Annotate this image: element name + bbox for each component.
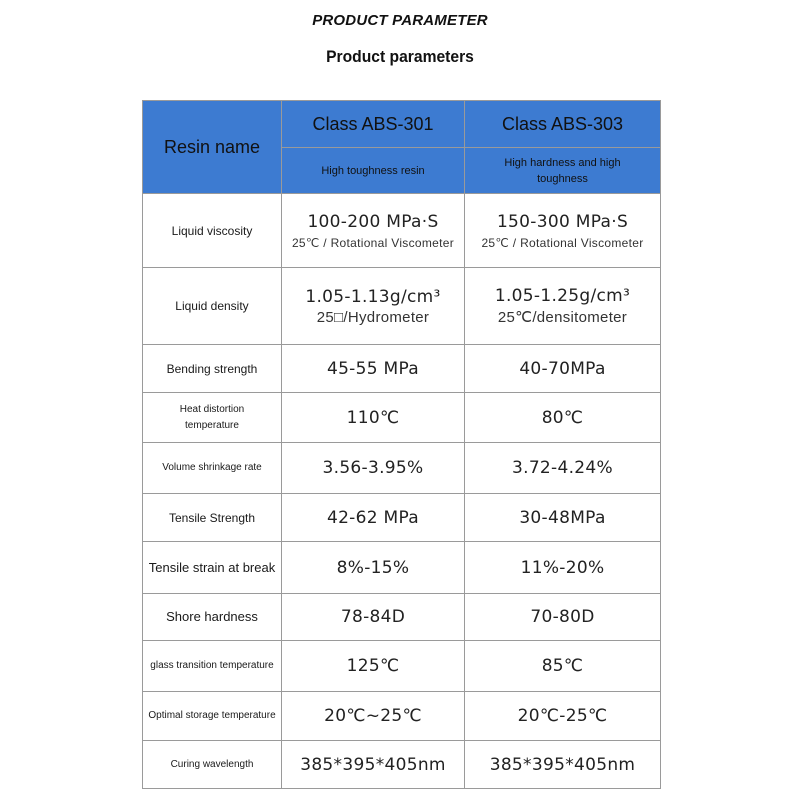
table-row-liquid-density [143,268,661,345]
table-row-bending-strength [143,345,661,393]
value-cell-abs-303 [465,268,661,345]
section-subtitle: Product parameters [326,47,474,66]
row-label: Tensile strain at break [143,542,282,594]
row-label: Volume shrinkage rate [143,443,282,494]
table-row-liquid-viscosity [143,194,661,268]
value-cell-abs-303: 11%-20% [465,542,661,594]
value-cell-abs-301: 78-84D [282,594,465,641]
row-label: Optimal storage temperature [143,692,282,741]
value-cell-abs-301: 125℃ [282,641,465,692]
page-title: PRODUCT PARAMETER [312,12,488,29]
row-label: Liquid viscosity [143,194,282,268]
value-cell-abs-303: 3.72-4.24% [465,443,661,494]
value-cell-abs-303: 385*395*405nm [465,741,661,789]
value-cell-abs-303: 85℃ [465,641,661,692]
table-row-heat-distortion [143,393,661,443]
product-parameter-table [142,100,661,789]
value-note: 25□/Hydrometer [316,308,430,326]
value-main: 150-300 MPa·S [496,211,629,232]
value-cell-abs-301 [282,268,465,345]
value-cell-abs-303: 20℃-25℃ [465,692,661,741]
value-cell-abs-301: 110℃ [282,393,465,443]
value-main: 1.05-1.25g/cm³ [494,286,631,306]
table-row-tensile-strength [143,494,661,542]
table-row-tensile-strain [143,542,661,594]
value-cell-abs-301 [282,194,465,268]
value-main: 1.05-1.13g/cm³ [305,286,441,307]
column-header-abs-303: Class ABS-303 [465,101,661,148]
value-cell-abs-301: 42-62 MPa [282,494,465,542]
column-header-abs-301: Class ABS-301 [282,101,465,148]
row-label: Liquid density [143,268,282,345]
row-label: Shore hardness [143,594,282,641]
row-label: Curing wavelength [143,741,282,789]
table-row-shore-hardness [143,594,661,641]
value-cell-abs-303: 80℃ [465,393,661,443]
resin-name-header: Resin name [143,101,282,194]
value-cell-abs-301: 385*395*405nm [282,741,465,789]
value-cell-abs-301: 45-55 MPa [282,345,465,393]
value-cell-abs-303: 30-48MPa [465,494,661,542]
value-note: 25℃/densitometer [497,309,628,326]
value-main: 100-200 MPa·S [307,211,439,232]
table-row-storage-temperature [143,692,661,741]
value-cell-abs-303: 40-70MPa [465,345,661,393]
row-label: Heat distortion temperature [143,393,282,443]
value-note: 25℃ / Rotational Viscometer [291,235,455,250]
table-row-glass-transition [143,641,661,692]
row-label: Tensile Strength [143,494,282,542]
table-row-volume-shrinkage [143,443,661,494]
value-cell-abs-301: 8%-15% [282,542,465,594]
value-note: 25℃ / Rotational Viscometer [481,235,644,250]
table-row-curing-wavelength [143,741,661,789]
value-cell-abs-301: 3.56-3.95% [282,443,465,494]
column-description-abs-303: High hardness and high toughness [465,148,661,194]
row-label: Bending strength [143,345,282,393]
column-description-abs-301: High toughness resin [282,148,465,194]
value-cell-abs-303: 70-80D [465,594,661,641]
value-cell-abs-303 [465,194,661,268]
value-cell-abs-301: 20℃~25℃ [282,692,465,741]
row-label: glass transition temperature [143,641,282,692]
